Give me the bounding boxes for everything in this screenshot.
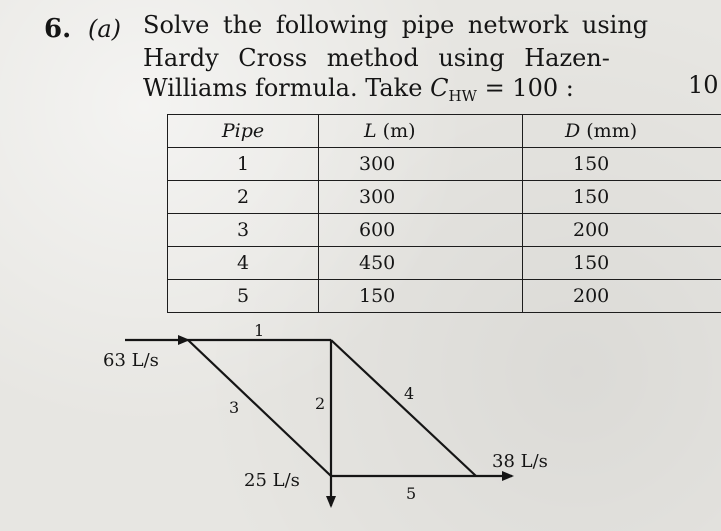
question-part: (a) [88,15,122,43]
question-text-line-3-prefix: Williams formula. Take [143,74,431,102]
question-text-line-2: Hardy Cross method using Hazen- [143,44,610,72]
question-marks: 10 [688,71,719,99]
cell-pipe: 2 [168,181,319,214]
pipe-label-2: 2 [315,394,326,413]
pipe-label-4: 4 [404,384,415,403]
pipe-label-1: 1 [254,321,265,340]
cell-length: 600 [319,214,523,247]
cell-pipe: 4 [168,247,319,280]
header-length-symbol: L [364,120,377,142]
cell-pipe: 5 [168,280,319,313]
pipe-label-5: 5 [406,484,417,503]
cell-length: 300 [319,181,523,214]
cell-diameter: 200 [523,214,721,247]
question-number: 6. [44,14,72,44]
header-diameter-unit: (mm) [580,120,638,142]
cell-length: 300 [319,148,523,181]
pipe-label-3: 3 [229,398,240,417]
coefficient-subscript: HW [448,87,477,105]
cell-diameter: 150 [523,247,721,280]
coefficient-symbol: C [430,74,449,102]
cell-diameter: 200 [523,280,721,313]
cell-length: 450 [319,247,523,280]
pipe-3-line [188,340,331,476]
cell-diameter: 150 [523,148,721,181]
inflow-label: 63 L/s [103,350,159,371]
outflow-bottom-label: 25 L/s [244,470,300,491]
question-text-line-1: Solve the following pipe network using [143,11,649,39]
cell-pipe: 1 [168,148,319,181]
question-text-line-3-suffix: = 100 : [476,74,574,102]
header-pipe: Pipe [168,115,319,148]
outflow-right-label: 38 L/s [492,451,548,472]
cell-length: 150 [319,280,523,313]
cell-diameter: 150 [523,181,721,214]
cell-pipe: 3 [168,214,319,247]
header-length-unit: (m) [376,120,416,142]
header-diameter-symbol: D [565,120,581,142]
pipe-4-line [331,340,476,476]
